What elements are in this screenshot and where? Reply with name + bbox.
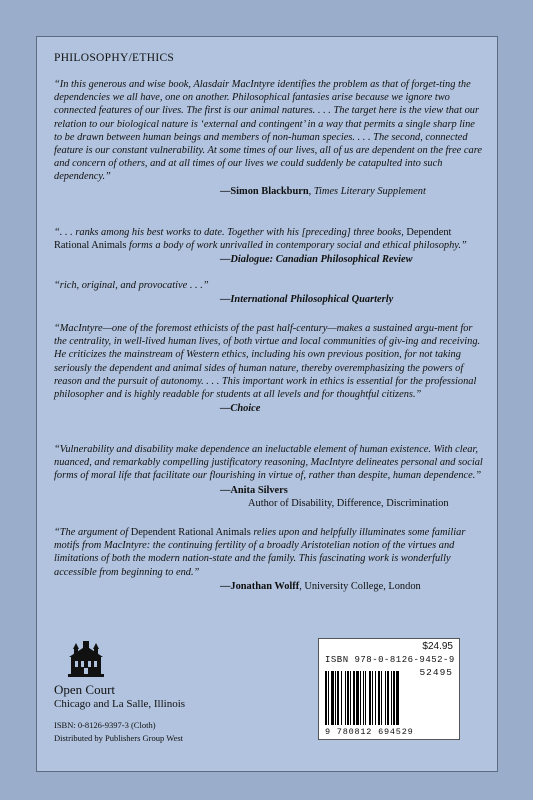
barcode-bar xyxy=(396,671,399,725)
barcode-bar xyxy=(345,671,346,725)
review-silvers xyxy=(54,443,484,510)
barcode-bar xyxy=(387,671,389,725)
barcode-bar xyxy=(372,671,373,725)
barcode-bars xyxy=(325,671,421,727)
review-ipq xyxy=(54,279,484,306)
review-quote: “rich, original, and provocative . . .” xyxy=(54,280,209,291)
barcode-bar xyxy=(363,671,364,725)
barcode-bar xyxy=(360,671,361,725)
review-attribution: —Dialogue: Canadian Philosophical Review xyxy=(220,254,413,266)
price-code: 52495 xyxy=(419,667,453,678)
review-wolff xyxy=(54,526,484,593)
review-quote: “MacIntyre—one of the foremost ethicists of the past half-century—makes a sustained argu-ment for the centrality, in well-lived human lives, of both virtue and local communities of giv-ing and receiving. He criticizes the mainstream of Western ethics, including his own previous position, for not taking seriously the dependent and animal sides of human nature, thereby overemphasizing the powers of reason and the pursuit of autonomy. . . . This important work in ethics is essential for the professional philosopher and is highly readable for students at all levels and for thoughtful citizens.” xyxy=(54,323,481,401)
barcode-bar xyxy=(356,671,359,725)
open-court-logo-icon xyxy=(66,640,106,678)
publisher-place: Chicago and La Salle, Illinois xyxy=(54,698,186,710)
price: $24.95 xyxy=(422,641,453,652)
barcode-number: 9 780812 694529 xyxy=(325,727,414,737)
review-quote: “Vulnerability and disability make dependence an ineluctable element of human existence. With clear, nuanced, and remarkably compelling justificatory reasoning, MacIntyre delineates personal and social forms of moral life that facilitate our flourishing in virtue of, rather than despite, human dependence.” xyxy=(54,444,483,482)
category-label: PHILOSOPHY/ETHICS xyxy=(54,52,175,64)
barcode-bar xyxy=(335,671,336,725)
review-dialogue xyxy=(54,226,484,267)
barcode-bar xyxy=(365,671,366,725)
barcode-isbn: ISBN 978-0-8126-9452-9 xyxy=(325,655,455,665)
barcode-bar xyxy=(369,671,371,725)
barcode-bar xyxy=(385,671,386,725)
barcode-bar xyxy=(328,671,329,725)
review-quote: “. . . ranks among his best works to date. Together with his [preceding] three books, Dependent Rational Animals forms a body of work unrivalled in contemporary social and ethical philosophy.” xyxy=(54,227,467,252)
barcode-bar xyxy=(353,671,355,725)
review-blackburn xyxy=(54,78,484,198)
review-attribution-detail: Author of Disability, Difference, Discrimination xyxy=(248,497,449,509)
barcode-bar xyxy=(341,671,342,725)
review-attribution: —Simon Blackburn, Times Literary Supplement xyxy=(220,185,426,197)
review-attribution: —Anita Silvers xyxy=(220,484,288,496)
isbn-cloth: ISBN: 0-8126-9397-3 (Cloth) xyxy=(54,720,156,730)
barcode-bar xyxy=(331,671,334,725)
review-quote: “In this generous and wise book, Alasdair MacIntyre identifies the problem as that of forget-ting the dependencies we all have, one on another. Philosophical fantasies arise because we ignore two connected features of our lives. The first is our animal natures. . . . The target here is the view that our relation to our biological nature is ‘external and contingent’ in a way that permits a single sharp line to be drawn between human beings and members of non-human species. . . . The second, connected feature is our constant vulnerability. At some times of our lives, all of us are dependent on the free care and concern of others, and at all times of our lives we could suddenly be catapulted into such dependency.” xyxy=(54,79,482,183)
barcode-bar xyxy=(375,671,376,725)
review-quote: “The argument of Dependent Rational Animals relies upon and helpfully illuminates some familiar motifs from MacIntyre: the continuing fertility of a broadly Aristotelian notion of the virtues and limitations of both the modern nation-state and the family. This fascinating work is wonderfully accessible from beginning to end.” xyxy=(54,527,466,578)
barcode-bar xyxy=(347,671,349,725)
publisher-name: Open Court xyxy=(54,682,116,697)
distributor: Distributed by Publishers Group West xyxy=(54,733,184,743)
barcode-bar xyxy=(381,671,382,725)
review-choice xyxy=(54,322,484,415)
barcode-bar xyxy=(378,671,380,725)
barcode-bar xyxy=(391,671,392,725)
barcode-label xyxy=(318,638,460,740)
review-attribution: —International Philosophical Quarterly xyxy=(220,294,394,306)
barcode-bar xyxy=(337,671,339,725)
review-attribution: —Choice xyxy=(220,403,261,415)
barcode-bar xyxy=(393,671,395,725)
barcode-bar xyxy=(350,671,351,725)
barcode-bar xyxy=(325,671,327,725)
review-attribution: —Jonathan Wolff, University College, London xyxy=(220,580,421,592)
